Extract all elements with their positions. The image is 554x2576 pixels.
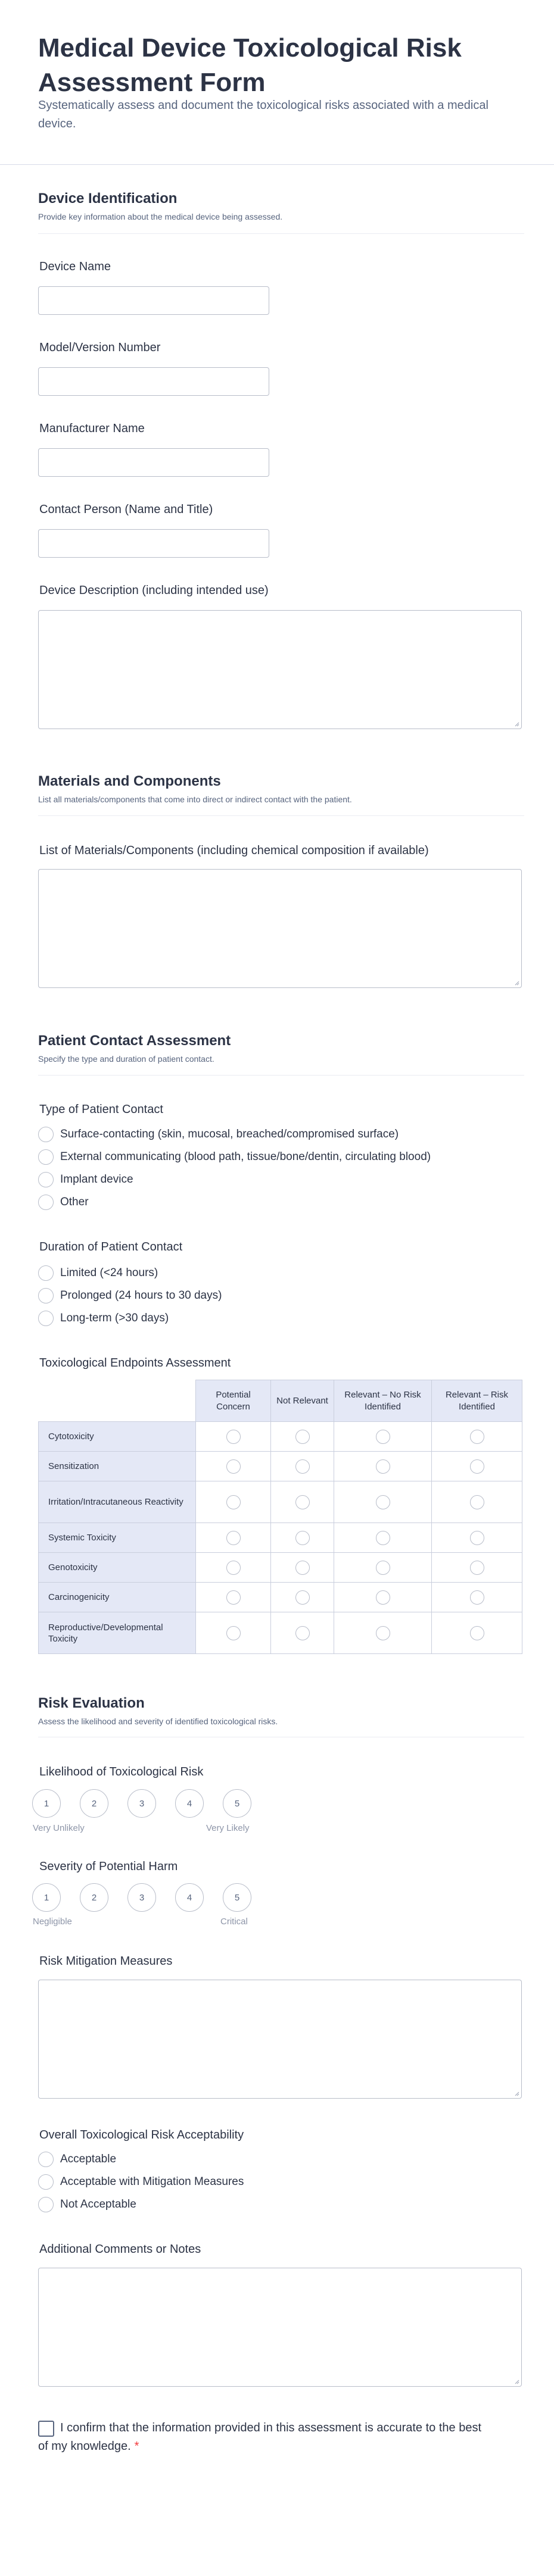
radio-button[interactable] xyxy=(38,1127,54,1142)
matrix-radio[interactable] xyxy=(226,1561,241,1575)
matrix-radio[interactable] xyxy=(376,1590,390,1605)
matrix-radio[interactable] xyxy=(295,1590,310,1605)
radio-button[interactable] xyxy=(38,1149,54,1165)
radio-option-label: Acceptable xyxy=(60,2153,117,2165)
acceptability-option[interactable] xyxy=(38,2150,116,2168)
matrix-column-header: Relevant – No Risk Identified xyxy=(334,1380,432,1422)
matrix-radio[interactable] xyxy=(226,1495,241,1509)
matrix-radio[interactable] xyxy=(295,1531,310,1545)
endpoints-label: Toxicological Endpoints Assessment xyxy=(39,1356,231,1370)
radio-button[interactable] xyxy=(38,1195,54,1210)
endpoints-matrix xyxy=(38,1380,522,1654)
severity-scale-option[interactable]: 3 xyxy=(127,1883,156,1912)
matrix-row xyxy=(39,1452,522,1481)
section-title-materials: Materials and Components xyxy=(38,773,221,789)
contact-duration-option[interactable] xyxy=(38,1287,222,1305)
manufacturer-name-input[interactable] xyxy=(38,448,269,477)
contact-type-option[interactable] xyxy=(38,1148,431,1166)
contact-duration-label: Duration of Patient Contact xyxy=(39,1240,183,1253)
matrix-radio[interactable] xyxy=(470,1626,484,1640)
matrix-radio[interactable] xyxy=(470,1459,484,1474)
radio-option-label: Long-term (>30 days) xyxy=(60,1312,169,1324)
mitigation-textarea[interactable] xyxy=(38,1980,522,2099)
contact-person-label: Contact Person (Name and Title) xyxy=(39,503,213,516)
matrix-row xyxy=(39,1523,522,1553)
radio-option-label: Other xyxy=(60,1196,89,1208)
matrix-radio[interactable] xyxy=(295,1459,310,1474)
radio-button[interactable] xyxy=(38,1311,54,1326)
matrix-radio[interactable] xyxy=(376,1459,390,1474)
header-divider xyxy=(0,164,554,165)
contact-type-option[interactable] xyxy=(38,1126,399,1143)
matrix-radio[interactable] xyxy=(295,1561,310,1575)
radio-option-label: External communicating (blood path, tissue/bone/dentin, circulating blood) xyxy=(60,1151,431,1163)
matrix-row xyxy=(39,1612,522,1654)
section-divider xyxy=(38,1075,524,1076)
matrix-radio[interactable] xyxy=(470,1495,484,1509)
section-title-patient-contact: Patient Contact Assessment xyxy=(38,1033,231,1049)
manufacturer-name-label: Manufacturer Name xyxy=(39,422,145,435)
radio-button[interactable] xyxy=(38,1288,54,1303)
matrix-column-header: Not Relevant xyxy=(271,1380,334,1422)
radio-option-label: Limited (<24 hours) xyxy=(60,1267,158,1279)
section-description-risk-evaluation: Assess the likelihood and severity of identified toxicological risks. xyxy=(38,1717,278,1726)
contact-duration-option[interactable] xyxy=(38,1264,158,1282)
likelihood-scale-option[interactable]: 2 xyxy=(80,1789,108,1818)
matrix-row-header: Reproductive/Developmental Toxicity xyxy=(39,1612,196,1654)
matrix-row-header: Cytotoxicity xyxy=(39,1422,196,1452)
contact-person-input[interactable] xyxy=(38,529,269,558)
likelihood-label: Likelihood of Toxicological Risk xyxy=(39,1765,204,1778)
resize-grip-icon[interactable] xyxy=(513,2378,519,2384)
matrix-radio[interactable] xyxy=(470,1430,484,1444)
confirm-label[interactable] xyxy=(38,2419,491,2456)
radio-option-label: Prolonged (24 hours to 30 days) xyxy=(60,1289,222,1302)
acceptability-option[interactable] xyxy=(38,2196,136,2214)
matrix-radio[interactable] xyxy=(226,1459,241,1474)
severity-scale-option[interactable]: 4 xyxy=(175,1883,204,1912)
matrix-radio[interactable] xyxy=(226,1531,241,1545)
severity-label: Severity of Potential Harm xyxy=(39,1860,178,1873)
device-description-label: Device Description (including intended use) xyxy=(39,584,269,597)
form-title: Medical Device Toxicological Risk Assessment Form xyxy=(38,33,462,97)
contact-type-label: Type of Patient Contact xyxy=(39,1103,163,1116)
section-divider xyxy=(38,233,524,234)
radio-button[interactable] xyxy=(38,2197,54,2212)
radio-button[interactable] xyxy=(38,2174,54,2190)
matrix-row xyxy=(39,1553,522,1583)
likelihood-scale-option[interactable]: 3 xyxy=(127,1789,156,1818)
severity-low-label: Negligible xyxy=(33,1917,72,1927)
likelihood-high-label: Very Likely xyxy=(206,1823,250,1833)
severity-scale-option[interactable]: 2 xyxy=(80,1883,108,1912)
likelihood-scale-option[interactable]: 4 xyxy=(175,1789,204,1818)
matrix-row xyxy=(39,1583,522,1612)
matrix-radio[interactable] xyxy=(376,1430,390,1444)
mitigation-label: Risk Mitigation Measures xyxy=(39,1955,173,1968)
contact-type-option[interactable] xyxy=(38,1193,89,1211)
acceptability-option[interactable] xyxy=(38,2173,244,2191)
radio-option-label: Surface-contacting (skin, mucosal, breached/compromised surface) xyxy=(60,1128,399,1140)
contact-type-option[interactable] xyxy=(38,1171,133,1189)
matrix-radio[interactable] xyxy=(470,1531,484,1545)
section-description-materials: List all materials/components that come into direct or indirect contact with the patient. xyxy=(38,795,352,804)
acceptability-label: Overall Toxicological Risk Acceptability xyxy=(39,2128,244,2142)
model-version-input[interactable] xyxy=(38,367,269,396)
matrix-row xyxy=(39,1481,522,1523)
matrix-radio[interactable] xyxy=(470,1590,484,1605)
matrix-row-header: Systemic Toxicity xyxy=(39,1523,196,1553)
section-title-device-identification: Device Identification xyxy=(38,190,178,207)
severity-high-label: Critical xyxy=(220,1917,248,1927)
radio-option-label: Implant device xyxy=(60,1173,133,1186)
section-description-patient-contact: Specify the type and duration of patient contact. xyxy=(38,1054,214,1064)
resize-grip-icon[interactable] xyxy=(513,721,519,727)
matrix-radio[interactable] xyxy=(376,1531,390,1545)
radio-button[interactable] xyxy=(38,1265,54,1281)
likelihood-low-label: Very Unlikely xyxy=(33,1823,85,1833)
matrix-row xyxy=(39,1422,522,1452)
matrix-column-header: Potential Concern xyxy=(196,1380,271,1422)
section-description-device-identification: Provide key information about the medical device being assessed. xyxy=(38,212,283,221)
severity-scale-option[interactable]: 5 xyxy=(223,1883,251,1912)
matrix-radio[interactable] xyxy=(226,1430,241,1444)
likelihood-scale-option[interactable]: 1 xyxy=(32,1789,61,1818)
likelihood-scale-option[interactable]: 5 xyxy=(223,1789,251,1818)
section-title-risk-evaluation: Risk Evaluation xyxy=(38,1695,145,1711)
device-name-label: Device Name xyxy=(39,260,111,273)
matrix-row-header: Sensitization xyxy=(39,1452,196,1481)
matrix-row-header: Irritation/Intracutaneous Reactivity xyxy=(39,1481,196,1523)
matrix-radio[interactable] xyxy=(295,1430,310,1444)
matrix-row-header: Carcinogenicity xyxy=(39,1583,196,1612)
form-subtitle: Systematically assess and document the toxicological risks associated with a medical device. xyxy=(38,99,488,130)
device-description-textarea[interactable] xyxy=(38,610,522,729)
materials-list-textarea[interactable] xyxy=(38,869,522,988)
contact-duration-option[interactable] xyxy=(38,1309,169,1327)
resize-grip-icon[interactable] xyxy=(513,980,519,986)
device-name-input[interactable] xyxy=(38,286,269,315)
matrix-radio[interactable] xyxy=(376,1561,390,1575)
severity-scale-option[interactable]: 1 xyxy=(32,1883,61,1912)
matrix-radio[interactable] xyxy=(470,1561,484,1575)
comments-label: Additional Comments or Notes xyxy=(39,2243,201,2256)
matrix-radio[interactable] xyxy=(295,1626,310,1640)
required-asterisk: * xyxy=(134,2440,139,2453)
matrix-radio[interactable] xyxy=(226,1590,241,1605)
matrix-row-header: Genotoxicity xyxy=(39,1553,196,1583)
radio-option-label: Not Acceptable xyxy=(60,2198,136,2211)
radio-button[interactable] xyxy=(38,1172,54,1187)
radio-button[interactable] xyxy=(38,2152,54,2167)
matrix-radio[interactable] xyxy=(376,1626,390,1640)
matrix-radio[interactable] xyxy=(295,1495,310,1509)
section-divider xyxy=(38,815,524,816)
radio-option-label: Acceptable with Mitigation Measures xyxy=(60,2175,244,2188)
matrix-radio[interactable] xyxy=(226,1626,241,1640)
matrix-corner xyxy=(39,1380,196,1422)
model-version-label: Model/Version Number xyxy=(39,341,161,354)
resize-grip-icon[interactable] xyxy=(513,2090,519,2096)
matrix-radio[interactable] xyxy=(376,1495,390,1509)
comments-textarea[interactable] xyxy=(38,2268,522,2387)
confirm-text: I confirm that the information provided in this assessment is accurate to the best of my knowledge. xyxy=(38,2421,482,2453)
matrix-column-header: Relevant – Risk Identified xyxy=(432,1380,522,1422)
materials-list-label: List of Materials/Components (including chemical composition if available) xyxy=(39,844,429,857)
